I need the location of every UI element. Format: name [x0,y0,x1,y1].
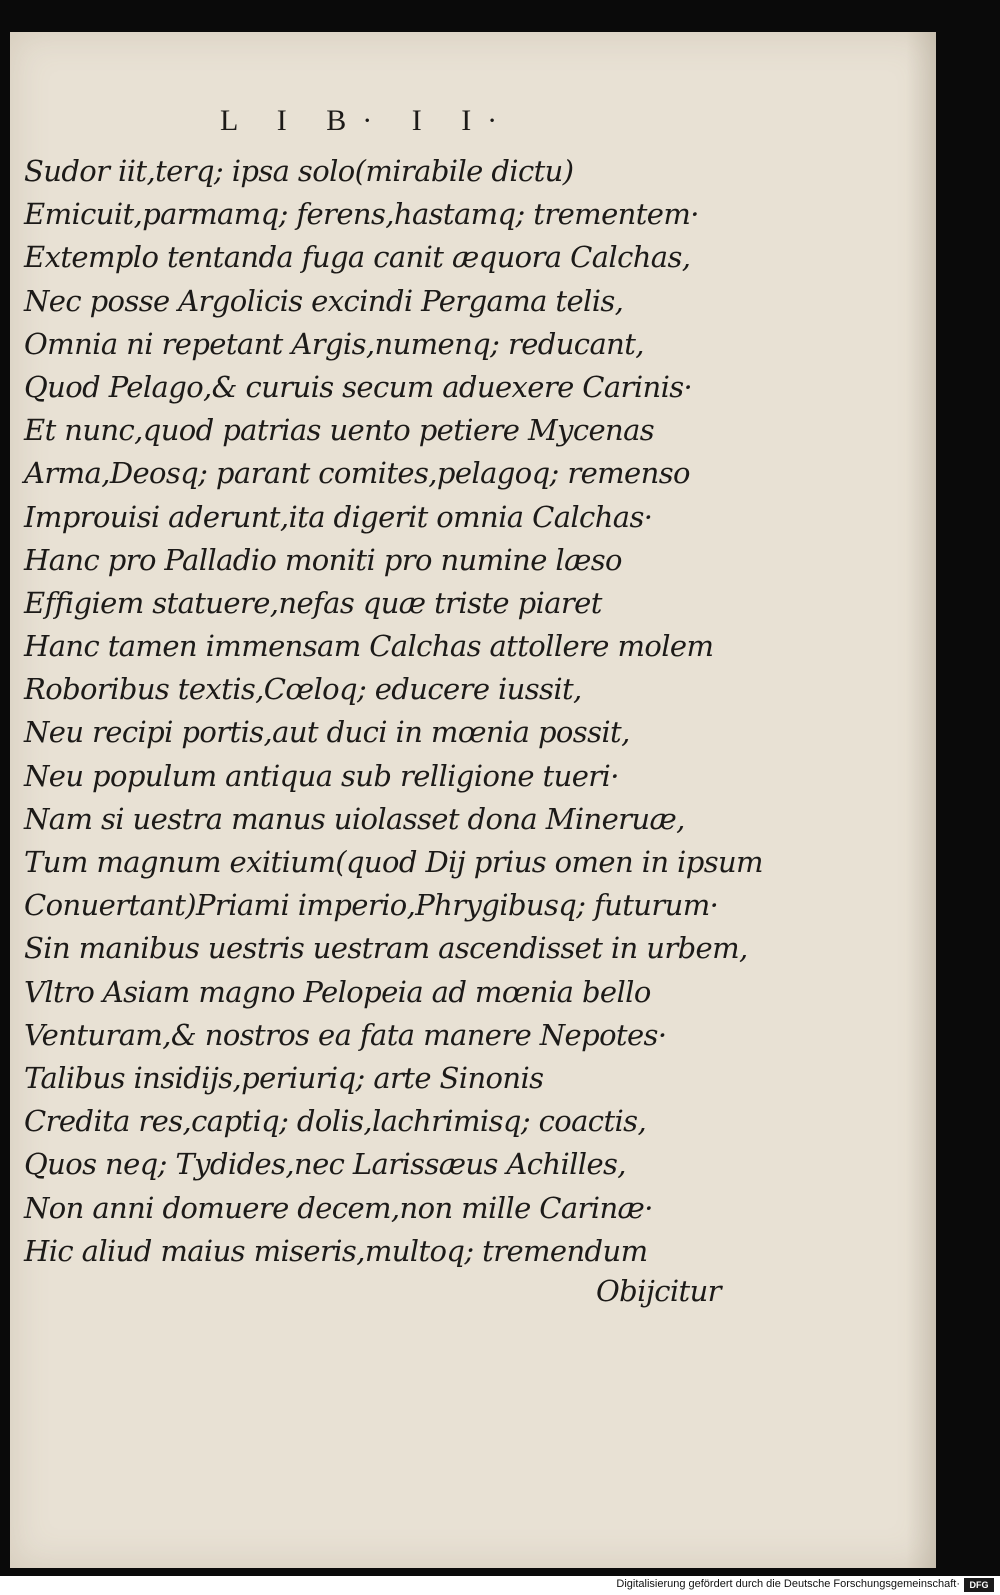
verse-line-7: Et nunc,quod patrias uento petiere Mycenas [24,413,655,448]
verse-line-24: Quos neq; Tydides,nec Larissæus Achilles, [24,1147,626,1182]
verse-line-23: Credita res,captiq; dolis,lachrimisq; coactis, [24,1104,647,1139]
verse-line-15: Neu populum antiqua sub relligione tueri· [24,758,619,793]
verse-line-1: Sudor iit,terq; ipsa solo(mirabile dictu) [24,154,574,188]
verse-line-26: Hic aliud maius miseris,multoq; tremendum [24,1233,648,1268]
verse-line-13: Roboribus textis,Cœloq; educere iussit, [24,672,582,707]
verse-line-17: Tum magnum exitium(quod Dij prius omen in ipsum [24,845,763,879]
verse-line-19: Sin manibus uestris uestram ascendisset in urbem, [24,931,748,966]
verse-line-18: Conuertant)Priami imperio,Phrygibusq; futurum· [24,888,719,923]
verse-line-21: Venturam,& nostros ea fata manere Nepotes· [24,1017,667,1052]
verse-line-10: Hanc pro Palladio moniti pro numine læso [24,542,622,577]
book-page [10,32,936,1568]
dfg-logo: DFG [964,1578,994,1592]
digitization-credit: Digitalisierung gefördert durch die Deutsche Forschungsgemeinschaft· [616,1578,960,1590]
verse-line-25: Non anni domuere decem,non mille Carinæ· [24,1190,653,1225]
verse-line-20: Vltro Asiam magno Pelopeia ad mœnia bello [24,974,651,1009]
verse-line-5: Omnia ni repetant Argis,numenq; reducant, [24,326,644,361]
verse-line-22: Talibus insidijs,periuriq; arte Sinonis [24,1060,544,1095]
verse-line-6: Quod Pelago,& curuis secum aduexere Carinis· [24,369,693,404]
verse-line-4: Nec posse Argolicis excindi Pergama telis, [24,283,624,318]
verse-line-9: Improuisi aderunt,ita digerit omnia Calchas· [24,499,653,534]
verse-line-14: Neu recipi portis,aut duci in mœnia possit, [24,715,630,750]
verse-line-12: Hanc tamen immensam Calchas attollere molem [24,629,714,664]
running-head: L I B· I I· [220,104,514,137]
catchword: Obijcitur [596,1274,721,1308]
verse-line-16: Nam si uestra manus uiolasset dona Mineruæ, [24,801,685,836]
verse-line-8: Arma,Deosq; parant comites,pelagoq; remenso [24,456,690,491]
verse-line-11: Effigiem statuere,nefas quæ triste piaret [24,585,602,620]
verse-block [24,150,763,1273]
verse-line-2: Emicuit,parmamq; ferens,hastamq; trementem· [24,197,699,232]
verse-line-3: Extemplo tentanda fuga canit æquora Calchas, [24,240,691,275]
